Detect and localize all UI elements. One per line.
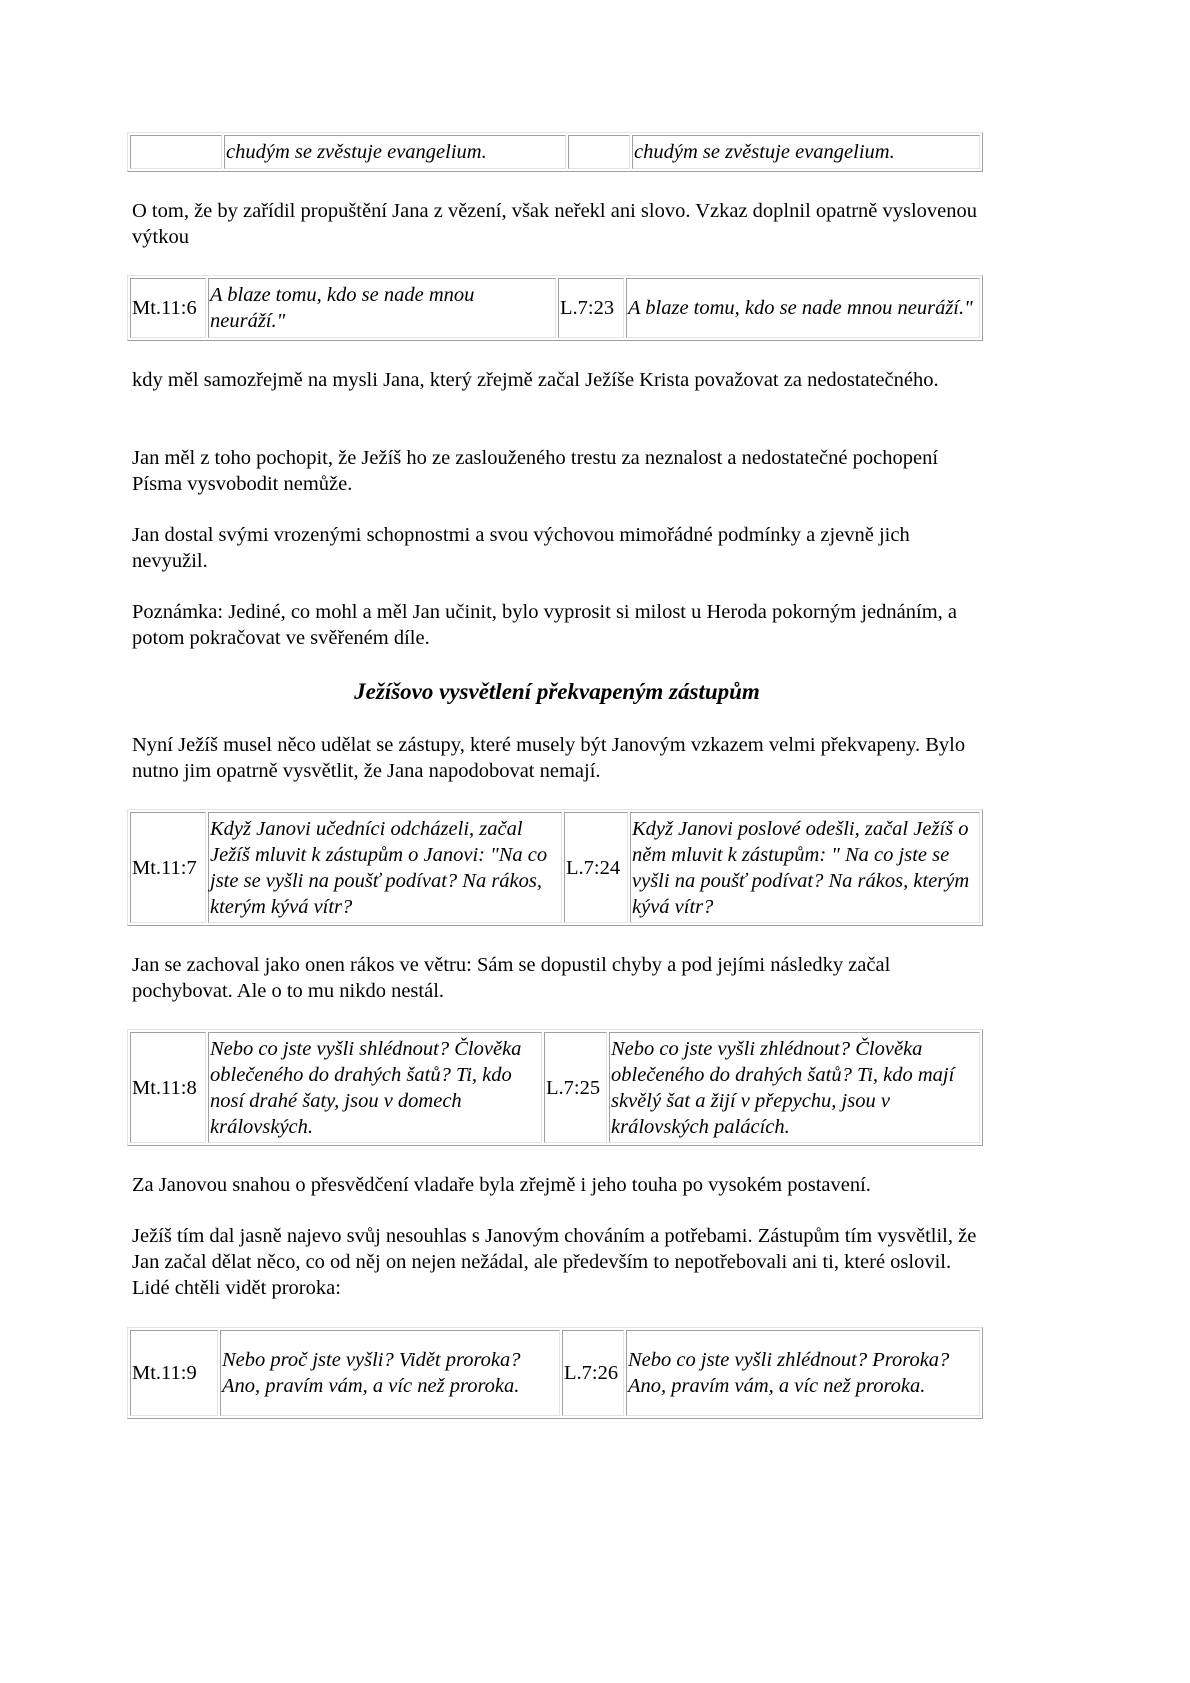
verse-comparison-table (127, 275, 983, 341)
luke-verse-text: Nebo co jste vyšli zhlédnout? Člověka oblečeného do drahých šatů? Ti, kdo mají skvělý šat a žijí v přepychu, jsou v královských palácích. (609, 1032, 980, 1143)
luke-reference: L.7:23 (558, 278, 624, 338)
paragraph: Za Janovou snahou o přesvědčení vladaře byla zřejmě i jeho touha po vysokém postavení. (132, 1174, 871, 1196)
matthew-reference (130, 135, 222, 169)
paragraph: Jan se zachoval jako onen rákos ve větru: Sám se dopustil chyby a pod jejími následky začal pochybovat. Ale o to mu nikdo nestál. (132, 954, 891, 1002)
matthew-verse-text: chudým se zvěstuje evangelium. (224, 135, 566, 169)
matthew-reference: Mt.11:7 (130, 812, 206, 923)
verse-comparison-table (127, 1327, 983, 1419)
paragraph: Nyní Ježíš musel něco udělat se zástupy, které musely být Janovým vzkazem velmi překvapeny. Bylo nutno jim opatrně vysvětlit, že Jana napodobovat nemají. (132, 734, 966, 782)
luke-reference (568, 135, 630, 169)
paragraph: Jan dostal svými vrozenými schopnostmi a svou výchovou mimořádné podmínky a zjevně jich nevyužil. (132, 524, 910, 572)
paragraph: Jan měl z toho pochopit, že Ježíš ho ze zaslouženého trestu za neznalost a nedostatečné pochopení Písma vysvobodit nemůže. (132, 447, 939, 495)
table-row (130, 1330, 980, 1416)
luke-reference: L.7:25 (544, 1032, 607, 1143)
luke-verse-text: Když Janovi poslové odešli, začal Ježíš o něm mluvit k zástupům: " Na co jste se vyšli na poušť podívat? Na rákos, kterým kývá vítr? (630, 812, 980, 923)
matthew-reference: Mt.11:9 (130, 1330, 218, 1416)
table-row (130, 1032, 980, 1143)
table-row (130, 278, 980, 338)
paragraph: O tom, že by zařídil propuštění Jana z vězení, však neřekl ani slovo. Vzkaz doplnil opatrně vyslovenou výtkou (132, 200, 978, 248)
table-row (130, 135, 980, 169)
luke-reference: L.7:26 (562, 1330, 624, 1416)
matthew-verse-text: A blaze tomu, kdo se nade mnou neuráží." (208, 278, 556, 338)
verse-comparison-table (127, 1029, 983, 1146)
matthew-verse-text: Nebo co jste vyšli shlédnout? Člověka oblečeného do drahých šatů? Ti, kdo nosí drahé šaty, jsou v domech královských. (208, 1032, 542, 1143)
matthew-verse-text: Nebo proč jste vyšli? Vidět proroka? Ano, pravím vám, a víc než proroka. (220, 1330, 560, 1416)
paragraph: kdy měl samozřejmě na mysli Jana, který zřejmě začal Ježíše Krista považovat za nedostatečného. (132, 369, 939, 391)
table-row (130, 812, 980, 923)
matthew-verse-text: Když Janovi učedníci odcházeli, začal Ježíš mluvit k zástupům o Janovi: "Na co jste se vyšli na poušť podívat? Na rákos, kterým kývá vítr? (208, 812, 562, 923)
luke-verse-text: Nebo co jste vyšli zhlédnout? Proroka? Ano, pravím vám, a víc než proroka. (626, 1330, 980, 1416)
paragraph: Poznámka: Jediné, co mohl a měl Jan učinit, bylo vyprosit si milost u Heroda pokorným jednáním, a potom pokračovat ve svěřeném díle. (132, 601, 957, 649)
luke-verse-text: chudým se zvěstuje evangelium. (632, 135, 980, 169)
section-heading: Ježíšovo vysvětlení překvapeným zástupům (354, 679, 760, 704)
luke-verse-text: A blaze tomu, kdo se nade mnou neuráží." (626, 278, 980, 338)
matthew-reference: Mt.11:6 (130, 278, 206, 338)
paragraph: Ježíš tím dal jasně najevo svůj nesouhlas s Janovým chováním a potřebami. Zástupům tím vysvětlil, že Jan začal dělat něco, co od něj on nejen nežádal, ale především to nepotřebovali ani ti, které oslovil. Lidé chtěli vidět proroka: (132, 1225, 977, 1299)
verse-comparison-table (127, 809, 983, 926)
luke-reference: L.7:24 (564, 812, 628, 923)
matthew-reference: Mt.11:8 (130, 1032, 206, 1143)
verse-comparison-table (127, 132, 983, 172)
